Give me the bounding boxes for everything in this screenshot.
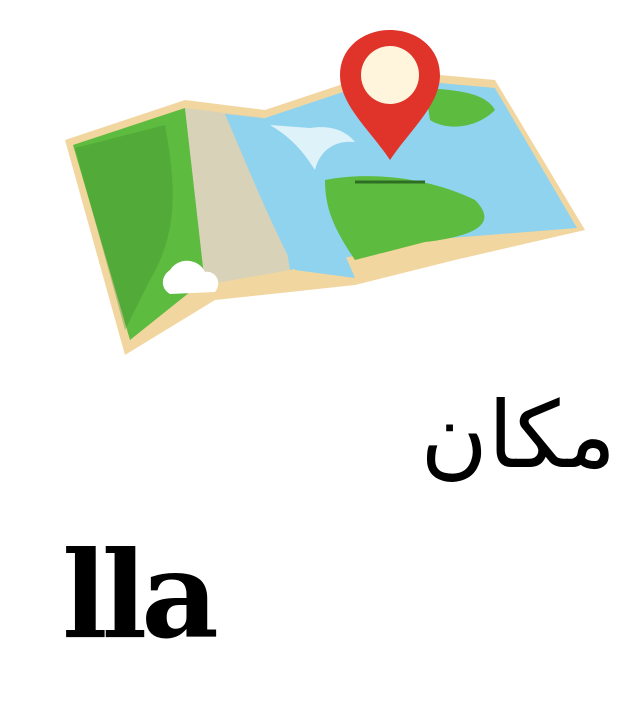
script-word: lla [62,525,213,666]
folded-map [65,70,585,355]
arabic-word: مكان [420,382,616,489]
map-location-icon [55,30,595,360]
pin-center [361,46,419,104]
